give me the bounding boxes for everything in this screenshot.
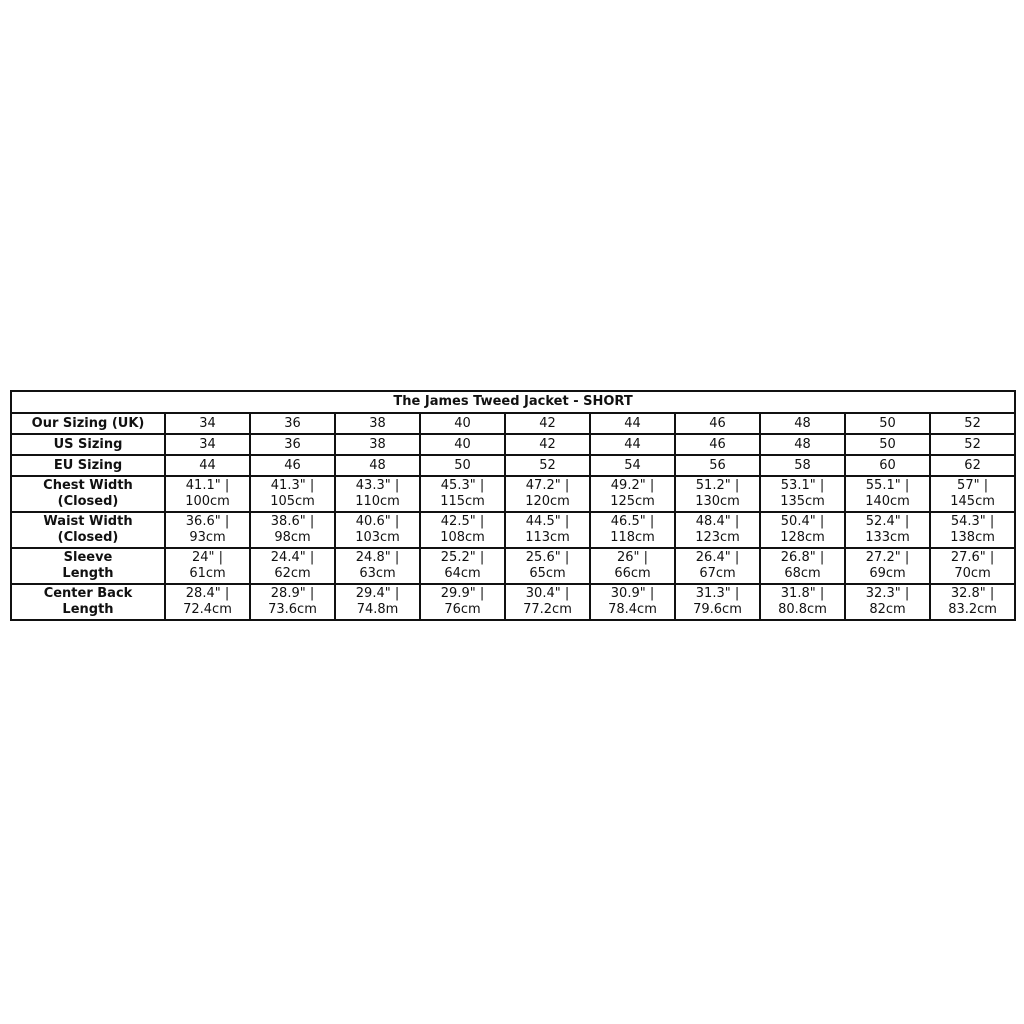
cell-value: 27.6" |	[950, 550, 995, 565]
cell-value: 38	[369, 436, 386, 452]
row-label-line: Center Back	[43, 586, 133, 601]
cell-value: 48.4" |	[695, 514, 740, 529]
cell-value: 24.8" |	[355, 550, 400, 565]
cell-value: 66cm	[614, 566, 651, 581]
cell-value: 28.9" |	[270, 586, 315, 601]
cell-value: 46	[709, 415, 726, 431]
table-cell	[760, 548, 845, 584]
table-row	[11, 476, 1015, 512]
cell-value: 50.4" |	[780, 514, 825, 529]
cell-value: 26" |	[616, 550, 649, 565]
table-cell	[675, 512, 760, 548]
table-cell	[590, 512, 675, 548]
table-cell	[250, 512, 335, 548]
cell-value: 47.2" |	[525, 478, 570, 493]
table-cell	[845, 413, 930, 434]
table-cell	[930, 434, 1015, 455]
table-cell	[675, 413, 760, 434]
cell-value: 93cm	[189, 530, 226, 545]
cell-value: 29.4" |	[355, 586, 400, 601]
size-table	[10, 390, 1016, 621]
table-cell	[505, 455, 590, 476]
cell-value: 52	[964, 415, 981, 431]
table-cell	[505, 434, 590, 455]
cell-value: 46	[284, 457, 301, 473]
cell-value: 45.3" |	[440, 478, 485, 493]
cell-value: 32.8" |	[950, 586, 995, 601]
cell-value: 48	[794, 415, 811, 431]
table-cell	[335, 512, 420, 548]
table-cell	[165, 584, 250, 620]
cell-value: 44	[199, 457, 216, 473]
table-cell	[845, 476, 930, 512]
table-cell	[165, 413, 250, 434]
cell-value: 133cm	[865, 530, 910, 545]
table-cell	[420, 476, 505, 512]
table-cell	[250, 434, 335, 455]
cell-value: 138cm	[950, 530, 995, 545]
table-cell	[420, 584, 505, 620]
cell-value: 24.4" |	[270, 550, 315, 565]
table-row	[11, 548, 1015, 584]
table-cell	[675, 548, 760, 584]
cell-value: 70cm	[954, 566, 991, 581]
cell-value: 110cm	[355, 494, 400, 509]
cell-value: 78.4cm	[608, 602, 657, 617]
table-cell	[845, 434, 930, 455]
row-label-line: Waist Width	[43, 514, 133, 529]
table-cell	[590, 413, 675, 434]
cell-value: 108cm	[440, 530, 485, 545]
table-cell	[930, 548, 1015, 584]
cell-value: 123cm	[695, 530, 740, 545]
row-label-line: (Closed)	[57, 494, 119, 509]
cell-value: 57" |	[957, 478, 989, 493]
cell-value: 48	[794, 436, 811, 452]
cell-value: 42.5" |	[440, 514, 485, 529]
cell-value: 34	[199, 415, 216, 431]
row-label-line: Length	[62, 566, 114, 581]
cell-value: 72.4cm	[183, 602, 232, 617]
table-cell	[505, 548, 590, 584]
cell-value: 56	[709, 457, 726, 473]
table-cell	[930, 476, 1015, 512]
cell-value: 69cm	[869, 566, 906, 581]
cell-value: 52.4" |	[865, 514, 910, 529]
cell-value: 61cm	[189, 566, 226, 581]
row-label-line: Sleeve	[63, 550, 113, 565]
cell-value: 55.1" |	[865, 478, 910, 493]
cell-value: 74.8m	[356, 602, 399, 617]
table-cell	[165, 512, 250, 548]
table-cell	[930, 413, 1015, 434]
cell-value: 115cm	[440, 494, 485, 509]
cell-value: 25.6" |	[525, 550, 570, 565]
table-cell	[505, 413, 590, 434]
table-cell	[165, 476, 250, 512]
cell-value: 36	[284, 436, 301, 452]
row-label-line: US Sizing	[53, 436, 123, 452]
cell-value: 31.3" |	[695, 586, 740, 601]
table-cell	[505, 476, 590, 512]
cell-value: 51.2" |	[695, 478, 740, 493]
cell-value: 38	[369, 415, 386, 431]
table-cell	[165, 455, 250, 476]
table-row	[11, 434, 1015, 455]
table-cell	[760, 434, 845, 455]
table-cell	[335, 584, 420, 620]
cell-value: 54.3" |	[950, 514, 995, 529]
table-cell	[590, 434, 675, 455]
cell-value: 26.8" |	[780, 550, 825, 565]
table-cell	[505, 512, 590, 548]
cell-value: 40	[454, 415, 471, 431]
cell-value: 135cm	[780, 494, 825, 509]
table-cell	[250, 413, 335, 434]
table-row	[11, 455, 1015, 476]
row-label-line: EU Sizing	[53, 457, 123, 473]
cell-value: 44	[624, 436, 641, 452]
cell-value: 68cm	[784, 566, 821, 581]
row-label	[11, 476, 165, 512]
cell-value: 49.2" |	[610, 478, 655, 493]
size-chart	[10, 390, 1014, 621]
table-cell	[165, 548, 250, 584]
cell-value: 77.2cm	[523, 602, 572, 617]
cell-value: 25.2" |	[440, 550, 485, 565]
cell-value: 62cm	[274, 566, 311, 581]
row-label	[11, 455, 165, 476]
cell-value: 26.4" |	[695, 550, 740, 565]
table-cell	[420, 455, 505, 476]
cell-value: 24" |	[191, 550, 224, 565]
cell-value: 140cm	[865, 494, 910, 509]
table-cell	[845, 455, 930, 476]
table-cell	[505, 584, 590, 620]
cell-value: 83.2cm	[948, 602, 997, 617]
table-cell	[760, 476, 845, 512]
cell-value: 63cm	[359, 566, 396, 581]
table-cell	[335, 434, 420, 455]
row-label	[11, 512, 165, 548]
row-label	[11, 584, 165, 620]
table-cell	[930, 512, 1015, 548]
table-cell	[590, 455, 675, 476]
table-cell	[675, 476, 760, 512]
table-body	[11, 413, 1015, 620]
cell-value: 30.4" |	[525, 586, 570, 601]
cell-value: 79.6cm	[693, 602, 742, 617]
table-cell	[335, 548, 420, 584]
table-cell	[590, 476, 675, 512]
cell-value: 76cm	[444, 602, 481, 617]
row-label-line: Length	[62, 602, 114, 617]
cell-value: 65cm	[529, 566, 566, 581]
table-cell	[250, 476, 335, 512]
cell-value: 120cm	[525, 494, 570, 509]
row-label-line: Our Sizing (UK)	[31, 415, 145, 431]
cell-value: 36	[284, 415, 301, 431]
cell-value: 36.6" |	[185, 514, 230, 529]
cell-value: 34	[199, 436, 216, 452]
cell-value: 42	[539, 436, 556, 452]
table-cell	[250, 584, 335, 620]
table-row	[11, 413, 1015, 434]
cell-value: 28.4" |	[185, 586, 230, 601]
cell-value: 30.9" |	[610, 586, 655, 601]
table-cell	[590, 584, 675, 620]
table-cell	[335, 455, 420, 476]
table-cell	[590, 548, 675, 584]
cell-value: 73.6cm	[268, 602, 317, 617]
table-cell	[165, 434, 250, 455]
cell-value: 52	[964, 436, 981, 452]
table-cell	[420, 413, 505, 434]
cell-value: 145cm	[950, 494, 995, 509]
cell-value: 46	[709, 436, 726, 452]
table-cell	[760, 584, 845, 620]
cell-value: 44	[624, 415, 641, 431]
table-cell	[675, 455, 760, 476]
table-cell	[420, 512, 505, 548]
cell-value: 67cm	[699, 566, 736, 581]
row-label	[11, 434, 165, 455]
table-cell	[675, 584, 760, 620]
cell-value: 58	[794, 457, 811, 473]
table-cell	[420, 434, 505, 455]
cell-value: 38.6" |	[270, 514, 315, 529]
table-row	[11, 584, 1015, 620]
table-cell	[250, 455, 335, 476]
cell-value: 40.6" |	[355, 514, 400, 529]
row-label-line: (Closed)	[57, 530, 119, 545]
cell-value: 42	[539, 415, 556, 431]
table-cell	[675, 434, 760, 455]
table-cell	[845, 512, 930, 548]
cell-value: 31.8" |	[780, 586, 825, 601]
table-cell	[760, 512, 845, 548]
cell-value: 60	[879, 457, 896, 473]
cell-value: 41.1" |	[185, 478, 230, 493]
table-cell	[930, 455, 1015, 476]
table-cell	[335, 476, 420, 512]
cell-value: 50	[879, 415, 896, 431]
cell-value: 100cm	[185, 494, 230, 509]
cell-value: 40	[454, 436, 471, 452]
cell-value: 48	[369, 457, 386, 473]
cell-value: 80.8cm	[778, 602, 827, 617]
cell-value: 103cm	[355, 530, 400, 545]
cell-value: 118cm	[610, 530, 655, 545]
table-title: The James Tweed Jacket - SHORT	[11, 391, 1015, 413]
cell-value: 54	[624, 457, 641, 473]
table-cell	[760, 413, 845, 434]
table-cell	[335, 413, 420, 434]
cell-value: 113cm	[525, 530, 570, 545]
cell-value: 32.3" |	[865, 586, 910, 601]
cell-value: 52	[539, 457, 556, 473]
cell-value: 125cm	[610, 494, 655, 509]
cell-value: 50	[879, 436, 896, 452]
table-cell	[845, 584, 930, 620]
cell-value: 44.5" |	[525, 514, 570, 529]
cell-value: 43.3" |	[355, 478, 400, 493]
table-cell	[760, 455, 845, 476]
cell-value: 27.2" |	[865, 550, 910, 565]
row-label	[11, 548, 165, 584]
cell-value: 29.9" |	[440, 586, 485, 601]
cell-value: 64cm	[444, 566, 481, 581]
cell-value: 50	[454, 457, 471, 473]
table-row	[11, 512, 1015, 548]
cell-value: 41.3" |	[270, 478, 315, 493]
row-label-line: Chest Width	[43, 478, 133, 493]
table-cell	[845, 548, 930, 584]
table-cell	[250, 548, 335, 584]
table-cell	[420, 548, 505, 584]
cell-value: 105cm	[270, 494, 315, 509]
cell-value: 82cm	[869, 602, 906, 617]
cell-value: 128cm	[780, 530, 825, 545]
cell-value: 62	[964, 457, 981, 473]
cell-value: 53.1" |	[780, 478, 825, 493]
cell-value: 130cm	[695, 494, 740, 509]
cell-value: 98cm	[274, 530, 311, 545]
table-cell	[930, 584, 1015, 620]
cell-value: 46.5" |	[610, 514, 655, 529]
row-label	[11, 413, 165, 434]
